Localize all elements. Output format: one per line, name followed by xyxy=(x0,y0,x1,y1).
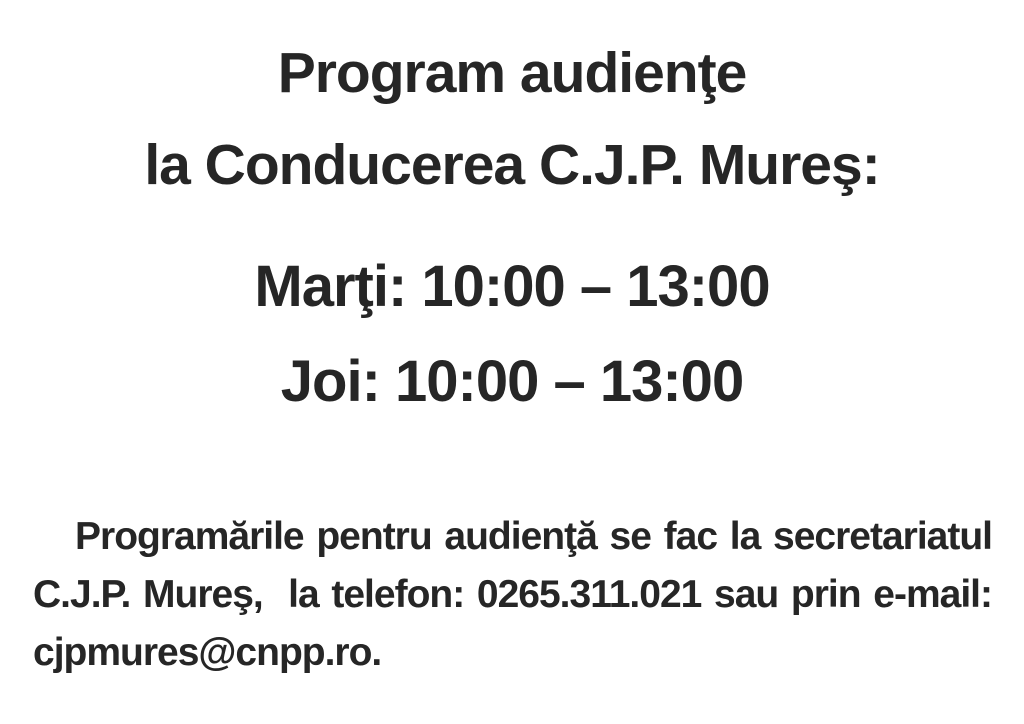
appointment-info-line-3: cjpmures@cnpp.ro. xyxy=(33,631,382,674)
appointment-info-paragraph xyxy=(33,508,992,682)
schedule-thursday: Joi: 10:00 – 13:00 xyxy=(280,349,744,414)
appointment-info-line-2: C.J.P. Mureş, la telefon: 0265.311.021 sau prin e-mail: xyxy=(33,573,992,616)
notice-title-line-1: Program audienţe xyxy=(277,41,747,105)
schedule-tuesday: Marţi: 10:00 – 13:00 xyxy=(254,254,770,319)
appointment-info-line-1: Programările pentru audienţă se fac la secretariatul xyxy=(75,515,992,558)
notice-title-line-2: la Conducerea C.J.P. Mureş: xyxy=(144,133,880,197)
